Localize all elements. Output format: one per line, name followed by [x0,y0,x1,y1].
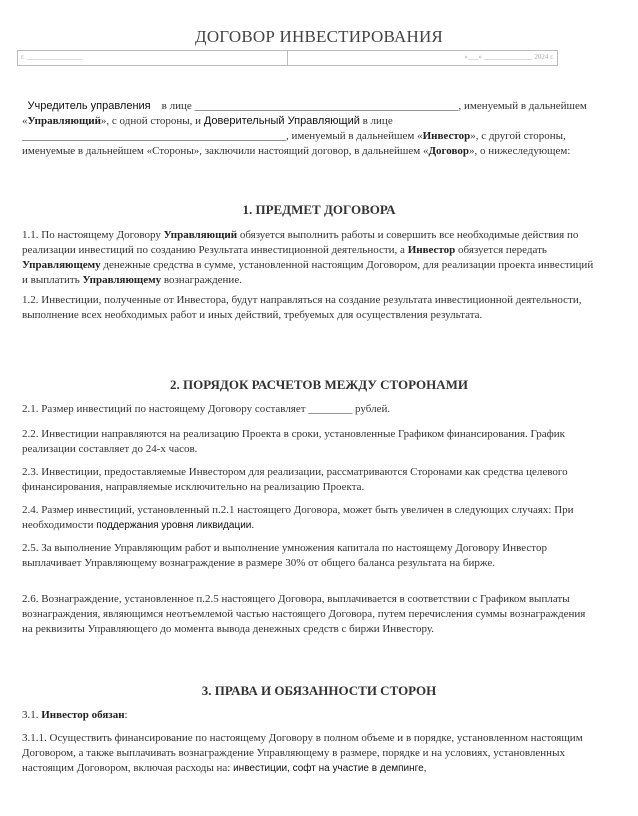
intro-text-4: », с другой стороны, именуемые в дальнейшем «Стороны», заключили настоящий договор, в дальнейшем « [22,130,566,157]
clause-2-5: 2.5. За выполнение Управляющим работ и выполнение умножения капитала по настоящему Договору Инвестор выплачивает Управляющему вознаграждение в размере 30% от общего баланса результата на бирже. [22,542,547,569]
manager-term: Управляющий [27,115,101,127]
clause-1-1: 1.1. По настоящему Договору Управляющий обязуется выполнить работы и совершить все необходимые действия по реализации инвестиций по созданию Результата инвестиционной деятельности, а Инвестор обязуется передать Управляющему денежные средства в сумме, установленной настоящим Договором, для реализации проекта инвестиций и выплатить Управляющему вознаграждение. [22,229,594,286]
clause-2-1: 2.1. Размер инвестиций по настоящему Договору составляет ________ рублей. [22,403,391,415]
clause-2-4: 2.4. Размер инвестиций, установленный п.2.1 настоящего Договора, может быть увеличен в следующих случаях: При необходимости поддержания уровня ликвидации. [22,504,574,531]
intro-text-2: », с одной стороны, и [100,115,204,127]
party1-label: Учредитель управления [27,100,151,112]
section2-heading: 2. ПОРЯДОК РАСЧЕТОВ МЕЖДУ СТОРОНАМИ [169,377,468,392]
place-date-row [17,50,558,66]
clause-1-2: 1.2. Инвестиции, полученные от Инвестора, будут направляться на создание результата инвестиционной деятельности, выполнение всех необходимых работ и иных действий, требуемых для осуществления результата. [22,294,582,321]
clause-2-3: 2.3. Инвестиции, предоставляемые Инвестором для реализации, рассматриваются Сторонами как средства целевого финансирования, направляемые исключительно на реализацию Проекта. [22,466,568,493]
date-field: «___» ______________ 2024 г. [464,53,554,61]
section3-heading: 3. ПРАВА И ОБЯЗАННОСТИ СТОРОН [201,683,437,698]
party2-label: Доверительный Управляющий [203,115,360,127]
contract-term: Договор [428,145,469,157]
investor-term: Инвестор [422,130,471,142]
clause-2-2: 2.2. Инвестиции направляются на реализацию Проекта в сроки, установленные Графиком финансирования. График реализации составляет до 24-х часов. [22,428,565,455]
intro-paragraph [22,99,598,159]
clause-3-1-1: 3.1.1. Осуществить финансирование по настоящему Договору в полном объеме и в порядке, установленном настоящим Договором, а также выплачивать вознаграждение Управляющему в размере, порядке и на условиях, установленных настоящим Договором, включая расходы на: инвестиции, софт на участие в демпинге, [22,732,583,774]
clause-3-1: 3.1. Инвестор обязан: [22,709,128,721]
expenses-phrase: инвестиции, софт на участие в демпинге, [233,763,427,774]
city-field: г. ________________ [18,51,288,65]
intro-text-5: », о нижеследующем: [468,145,571,157]
intro-text-3: в лице ________________________________________________, именуемый в дальнейшем « [22,115,423,142]
clause-2-6: 2.6. Вознаграждение, установленное п.2.5 настоящего Договора, выплачивается в соответствии с Графиком выплаты вознаграждения, являющимся неотъемлемой частью настоящего Договора, путем перечисления суммы вознаграждения на реквизиты Управляющего до момента вывода денежных средств с биржи Инвестору. [22,593,586,635]
section1-heading: 1. ПРЕДМЕТ ДОГОВОРА [242,202,396,217]
liquidation-phrase: поддержания уровня ликвидации [96,520,252,531]
intro-text-1: в лице ________________________________________________, именуемый в дальнейшем « [22,100,587,127]
document-title: ДОГОВОР ИНВЕСТИРОВАНИЯ [195,27,443,46]
